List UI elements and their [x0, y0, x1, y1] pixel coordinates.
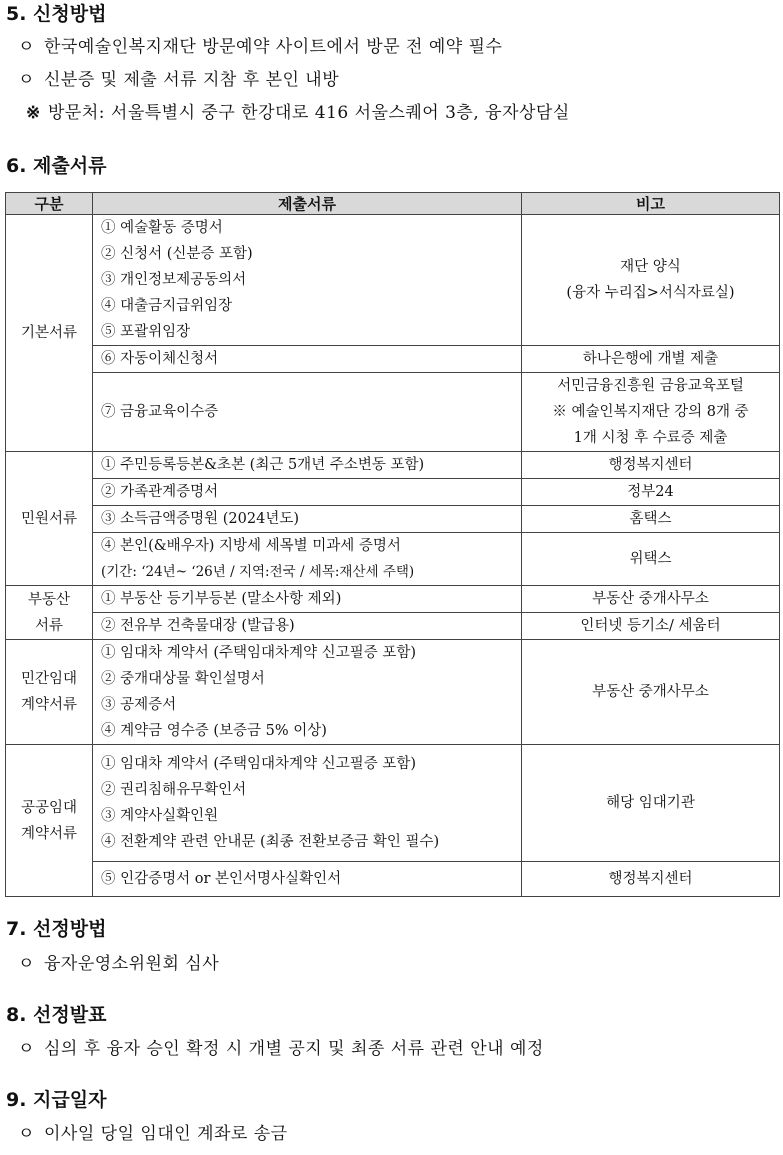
doc-seal-certificate: ⑤ 인감증명서 or 본인서명사실확인서 — [93, 862, 522, 897]
table-row — [6, 452, 780, 479]
doc-auto-transfer: ⑥ 자동이체신청서 — [93, 346, 522, 373]
doc-finance-education: ⑦ 금융교육이수증 — [93, 373, 522, 452]
category-civil: 민원서류 — [6, 452, 93, 586]
note-civil-3: 홈택스 — [522, 506, 780, 533]
category-private-lease: 민간임대 계약서류 — [6, 640, 93, 745]
sec5-note: ※ 방문처: 서울특별시 중구 한강대로 416 서울스퀘어 3층, 융자상담실 — [26, 103, 570, 123]
table-row — [6, 640, 780, 745]
note-private-lease: 부동산 중개사무소 — [522, 640, 780, 745]
section-7-title: 7. 선정방법 — [6, 918, 107, 940]
bullet-icon: ㅇ — [18, 37, 35, 57]
sec9-item: ㅇ 이사일 당일 임대인 계좌로 송금 — [18, 1124, 288, 1144]
sec7-item: ㅇ 융자운영소위원회 심사 — [18, 954, 220, 974]
doc-resident-register: ① 주민등록등본&초본 (최근 5개년 주소변동 포함) — [93, 452, 522, 479]
doc-registry: ① 부동산 등기부등본 (말소사항 제외) — [93, 586, 522, 613]
doc-building-ledger: ② 전유부 건축물대장 (발급용) — [93, 613, 522, 640]
section-5-title: 5. 신청방법 — [6, 3, 107, 25]
docs-private-lease: ① 임대차 계약서 (주택임대차계약 신고필증 포함) ② 중개대상물 확인설명서 ③ 공제증서 ④ 계약금 영수증 (보증금 5% 이상) — [93, 640, 522, 745]
section-9-title: 9. 지급일자 — [6, 1089, 107, 1111]
note-realestate-1: 부동산 중개사무소 — [522, 586, 780, 613]
table-row — [6, 745, 780, 862]
sec8-item: ㅇ 심의 후 융자 승인 확정 시 개별 공지 및 최종 서류 관련 안내 예정 — [18, 1039, 544, 1059]
category-public-lease: 공공임대 계약서류 — [6, 745, 93, 897]
doc-income-certificate: ③ 소득금액증명원 (2024년도) — [93, 506, 522, 533]
docs-basic-1-5: ① 예술활동 증명서 ② 신청서 (신분증 포함) ③ 개인정보제공동의서 ④ 대출금지급위임장 ⑤ 포괄위임장 — [93, 215, 522, 346]
docs-public-lease: ① 임대차 계약서 (주택임대차계약 신고필증 포함) ② 권리침해유무확인서 ③ 계약사실확인원 ④ 전환계약 관련 안내문 (최종 전환보증금 확인 필수) — [93, 745, 522, 862]
note-civil-2: 정부24 — [522, 479, 780, 506]
category-basic: 기본서류 — [6, 215, 93, 452]
note-public-lease: 해당 임대기관 — [522, 745, 780, 862]
reference-mark-icon: ※ — [26, 103, 41, 123]
note-foundation-form: 재단 양식 (융자 누리집>서식자료실) — [522, 215, 780, 346]
doc-family-relation: ② 가족관계증명서 — [93, 479, 522, 506]
table-row — [6, 479, 780, 506]
documents-table — [5, 192, 780, 897]
table-row — [6, 586, 780, 613]
table-row — [6, 533, 780, 586]
bullet-icon: ㅇ — [18, 1039, 35, 1059]
header-documents: 제출서류 — [93, 193, 522, 215]
table-row — [6, 373, 780, 452]
note-civil-4: 위택스 — [522, 533, 780, 586]
table-row — [6, 215, 780, 346]
bullet-icon: ㅇ — [18, 1124, 35, 1144]
table-header-row — [6, 193, 780, 215]
doc-local-tax: ④ 본인(&배우자) 지방세 세목별 미과세 증명서 (기간: ‘24년~ ‘26년 / 지역:전국 / 세목:재산세 주택) — [93, 533, 522, 586]
bullet-icon: ㅇ — [18, 70, 35, 90]
note-finance-education: 서민금융진흥원 금융교육포털 ※ 예술인복지재단 강의 8개 중 1개 시청 후 수료증 제출 — [522, 373, 780, 452]
category-realestate: 부동산 서류 — [6, 586, 93, 640]
sec5-item-2: ㅇ 신분증 및 제출 서류 지참 후 본인 내방 — [18, 70, 340, 90]
sec5-item-1: ㅇ 한국예술인복지재단 방문예약 사이트에서 방문 전 예약 필수 — [18, 37, 503, 57]
note-realestate-2: 인터넷 등기소/ 세움터 — [522, 613, 780, 640]
bullet-icon: ㅇ — [18, 954, 35, 974]
note-public-5: 행정복지센터 — [522, 862, 780, 897]
header-remarks: 비고 — [522, 193, 780, 215]
note-civil-1: 행정복지센터 — [522, 452, 780, 479]
note-hana-bank: 하나은행에 개별 제출 — [522, 346, 780, 373]
section-6-title: 6. 제출서류 — [6, 155, 107, 177]
table-row — [6, 346, 780, 373]
table-row — [6, 613, 780, 640]
section-8-title: 8. 선정발표 — [6, 1004, 107, 1026]
table-row — [6, 506, 780, 533]
table-row — [6, 862, 780, 897]
header-category: 구분 — [6, 193, 93, 215]
